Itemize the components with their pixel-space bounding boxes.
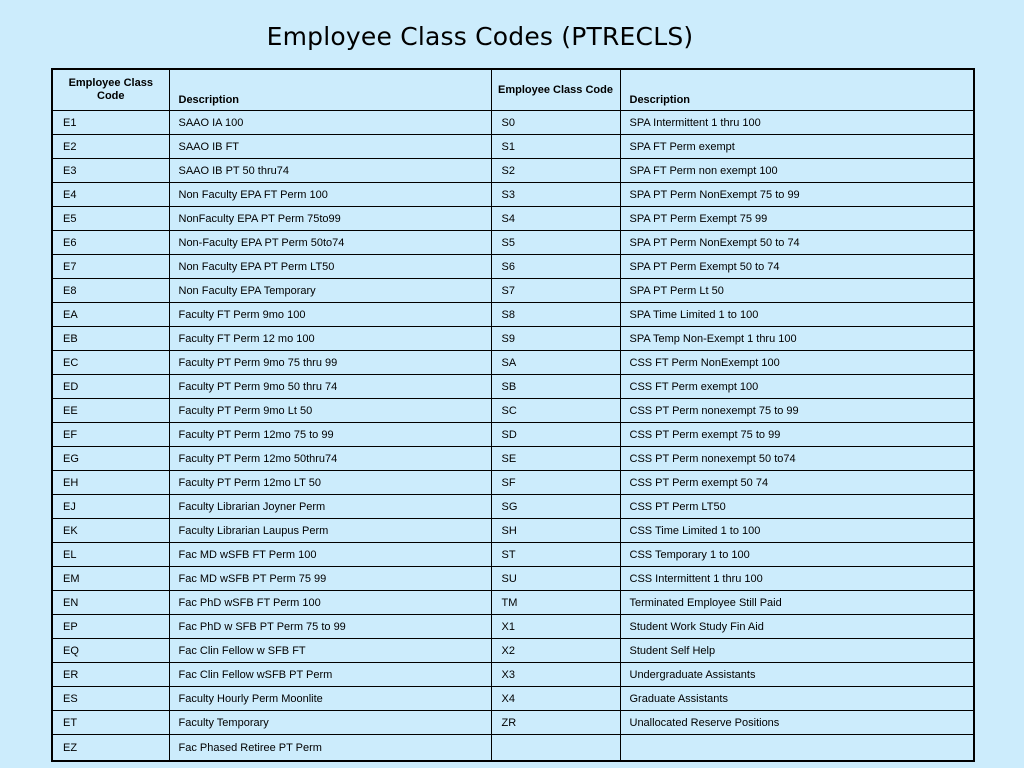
right-code-cell: SG bbox=[491, 495, 620, 519]
right-description-cell: SPA PT Perm Exempt 50 to 74 bbox=[620, 255, 974, 279]
right-code-cell: ZR bbox=[491, 711, 620, 735]
left-description-cell: Faculty Librarian Laupus Perm bbox=[169, 519, 491, 543]
table-row bbox=[52, 159, 974, 183]
table-row bbox=[52, 183, 974, 207]
left-description-cell: SAAO IB FT bbox=[169, 135, 491, 159]
left-code-cell: ES bbox=[52, 687, 169, 711]
right-code-cell: S5 bbox=[491, 231, 620, 255]
right-code-cell: S0 bbox=[491, 111, 620, 135]
right-description-cell: Undergraduate Assistants bbox=[620, 663, 974, 687]
right-code-cell: SB bbox=[491, 375, 620, 399]
table-row bbox=[52, 495, 974, 519]
left-description-cell: Faculty Hourly Perm Moonlite bbox=[169, 687, 491, 711]
right-description-cell: Terminated Employee Still Paid bbox=[620, 591, 974, 615]
left-description-cell: SAAO IA 100 bbox=[169, 111, 491, 135]
right-code-cell: TM bbox=[491, 591, 620, 615]
table-row bbox=[52, 711, 974, 735]
right-code-cell: SE bbox=[491, 447, 620, 471]
table-row bbox=[52, 687, 974, 711]
table-row bbox=[52, 399, 974, 423]
left-code-cell: EE bbox=[52, 399, 169, 423]
left-code-cell: EF bbox=[52, 423, 169, 447]
table-row bbox=[52, 471, 974, 495]
left-code-cell: EG bbox=[52, 447, 169, 471]
right-description-cell bbox=[620, 735, 974, 762]
table-row bbox=[52, 519, 974, 543]
right-description-cell: CSS FT Perm NonExempt 100 bbox=[620, 351, 974, 375]
table-row bbox=[52, 111, 974, 135]
left-description-cell: Faculty PT Perm 12mo 50thru74 bbox=[169, 447, 491, 471]
table-row bbox=[52, 615, 974, 639]
left-description-cell: Fac MD wSFB PT Perm 75 99 bbox=[169, 567, 491, 591]
right-code-cell: SH bbox=[491, 519, 620, 543]
table-row bbox=[52, 327, 974, 351]
right-description-cell: CSS PT Perm exempt 50 74 bbox=[620, 471, 974, 495]
right-description-cell: Graduate Assistants bbox=[620, 687, 974, 711]
table-row bbox=[52, 735, 974, 762]
right-description-cell: SPA PT Perm NonExempt 75 to 99 bbox=[620, 183, 974, 207]
right-description-cell: Student Self Help bbox=[620, 639, 974, 663]
left-code-cell: EM bbox=[52, 567, 169, 591]
right-description-cell: SPA FT Perm exempt bbox=[620, 135, 974, 159]
right-description-cell: CSS Temporary 1 to 100 bbox=[620, 543, 974, 567]
table-row bbox=[52, 543, 974, 567]
left-code-cell: E8 bbox=[52, 279, 169, 303]
right-code-cell: ST bbox=[491, 543, 620, 567]
table-row bbox=[52, 303, 974, 327]
right-description-cell: CSS PT Perm nonexempt 50 to74 bbox=[620, 447, 974, 471]
right-description-cell: SPA FT Perm non exempt 100 bbox=[620, 159, 974, 183]
right-description-cell: SPA Intermittent 1 thru 100 bbox=[620, 111, 974, 135]
left-description-cell: Non Faculty EPA FT Perm 100 bbox=[169, 183, 491, 207]
left-description-cell: Faculty PT Perm 12mo 75 to 99 bbox=[169, 423, 491, 447]
right-code-cell bbox=[491, 735, 620, 762]
left-code-cell: EJ bbox=[52, 495, 169, 519]
left-code-cell: E4 bbox=[52, 183, 169, 207]
left-description-cell: SAAO IB PT 50 thru74 bbox=[169, 159, 491, 183]
right-code-cell: SF bbox=[491, 471, 620, 495]
table-row bbox=[52, 447, 974, 471]
left-code-cell: EA bbox=[52, 303, 169, 327]
left-code-cell: E3 bbox=[52, 159, 169, 183]
right-description-cell: SPA Temp Non-Exempt 1 thru 100 bbox=[620, 327, 974, 351]
right-description-cell: CSS PT Perm LT50 bbox=[620, 495, 974, 519]
left-code-cell: EC bbox=[52, 351, 169, 375]
right-code-cell: X1 bbox=[491, 615, 620, 639]
table-row bbox=[52, 231, 974, 255]
left-description-cell: Non Faculty EPA Temporary bbox=[169, 279, 491, 303]
table-row bbox=[52, 567, 974, 591]
left-code-cell: EN bbox=[52, 591, 169, 615]
header-left-code: Employee Class Code bbox=[52, 69, 169, 111]
table-body bbox=[52, 111, 974, 762]
right-description-cell: Unallocated Reserve Positions bbox=[620, 711, 974, 735]
right-code-cell: SU bbox=[491, 567, 620, 591]
right-description-cell: SPA PT Perm Exempt 75 99 bbox=[620, 207, 974, 231]
left-code-cell: EQ bbox=[52, 639, 169, 663]
left-description-cell: Fac Phased Retiree PT Perm bbox=[169, 735, 491, 762]
right-code-cell: S2 bbox=[491, 159, 620, 183]
right-code-cell: X3 bbox=[491, 663, 620, 687]
left-description-cell: Fac Clin Fellow w SFB FT bbox=[169, 639, 491, 663]
table-row bbox=[52, 423, 974, 447]
header-right-description: Description bbox=[620, 69, 974, 111]
right-code-cell: X4 bbox=[491, 687, 620, 711]
left-code-cell: ED bbox=[52, 375, 169, 399]
table-row bbox=[52, 639, 974, 663]
right-code-cell: S4 bbox=[491, 207, 620, 231]
table-row bbox=[52, 135, 974, 159]
right-code-cell: S1 bbox=[491, 135, 620, 159]
left-description-cell: Non-Faculty EPA PT Perm 50to74 bbox=[169, 231, 491, 255]
table-row bbox=[52, 279, 974, 303]
right-description-cell: Student Work Study Fin Aid bbox=[620, 615, 974, 639]
left-code-cell: EH bbox=[52, 471, 169, 495]
left-description-cell: Faculty PT Perm 9mo 50 thru 74 bbox=[169, 375, 491, 399]
left-code-cell: E7 bbox=[52, 255, 169, 279]
right-code-cell: SD bbox=[491, 423, 620, 447]
left-description-cell: Faculty Librarian Joyner Perm bbox=[169, 495, 491, 519]
header-left-description: Description bbox=[169, 69, 491, 111]
left-code-cell: ER bbox=[52, 663, 169, 687]
left-code-cell: E5 bbox=[52, 207, 169, 231]
right-description-cell: CSS PT Perm exempt 75 to 99 bbox=[620, 423, 974, 447]
table-row bbox=[52, 663, 974, 687]
right-description-cell: SPA PT Perm NonExempt 50 to 74 bbox=[620, 231, 974, 255]
right-code-cell: S7 bbox=[491, 279, 620, 303]
left-description-cell: Faculty FT Perm 12 mo 100 bbox=[169, 327, 491, 351]
table-header-row bbox=[52, 69, 974, 111]
left-description-cell: Faculty PT Perm 9mo 75 thru 99 bbox=[169, 351, 491, 375]
left-description-cell: Faculty FT Perm 9mo 100 bbox=[169, 303, 491, 327]
right-description-cell: CSS FT Perm exempt 100 bbox=[620, 375, 974, 399]
right-code-cell: SC bbox=[491, 399, 620, 423]
left-code-cell: E1 bbox=[52, 111, 169, 135]
left-description-cell: Fac PhD w SFB PT Perm 75 to 99 bbox=[169, 615, 491, 639]
left-code-cell: ET bbox=[52, 711, 169, 735]
left-description-cell: Faculty PT Perm 12mo LT 50 bbox=[169, 471, 491, 495]
table-row bbox=[52, 351, 974, 375]
left-code-cell: EP bbox=[52, 615, 169, 639]
left-code-cell: E2 bbox=[52, 135, 169, 159]
left-description-cell: Fac PhD wSFB FT Perm 100 bbox=[169, 591, 491, 615]
right-description-cell: CSS PT Perm nonexempt 75 to 99 bbox=[620, 399, 974, 423]
left-description-cell: Faculty PT Perm 9mo Lt 50 bbox=[169, 399, 491, 423]
left-code-cell: EK bbox=[52, 519, 169, 543]
header-right-code: Employee Class Code bbox=[491, 69, 620, 111]
table-row bbox=[52, 255, 974, 279]
right-description-cell: CSS Time Limited 1 to 100 bbox=[620, 519, 974, 543]
right-description-cell: SPA PT Perm Lt 50 bbox=[620, 279, 974, 303]
right-code-cell: S9 bbox=[491, 327, 620, 351]
right-code-cell: SA bbox=[491, 351, 620, 375]
right-code-cell: X2 bbox=[491, 639, 620, 663]
right-code-cell: S8 bbox=[491, 303, 620, 327]
left-description-cell: NonFaculty EPA PT Perm 75to99 bbox=[169, 207, 491, 231]
left-description-cell: Non Faculty EPA PT Perm LT50 bbox=[169, 255, 491, 279]
right-code-cell: S6 bbox=[491, 255, 620, 279]
employee-class-codes-table bbox=[51, 68, 975, 762]
table-row bbox=[52, 207, 974, 231]
right-description-cell: SPA Time Limited 1 to 100 bbox=[620, 303, 974, 327]
right-description-cell: CSS Intermittent 1 thru 100 bbox=[620, 567, 974, 591]
page-title: Employee Class Codes (PTRECLS) bbox=[266, 22, 694, 51]
left-code-cell: EB bbox=[52, 327, 169, 351]
table-row bbox=[52, 591, 974, 615]
left-code-cell: E6 bbox=[52, 231, 169, 255]
left-description-cell: Faculty Temporary bbox=[169, 711, 491, 735]
table-row bbox=[52, 375, 974, 399]
left-description-cell: Fac Clin Fellow wSFB PT Perm bbox=[169, 663, 491, 687]
left-code-cell: EL bbox=[52, 543, 169, 567]
left-code-cell: EZ bbox=[52, 735, 169, 762]
right-code-cell: S3 bbox=[491, 183, 620, 207]
left-description-cell: Fac MD wSFB FT Perm 100 bbox=[169, 543, 491, 567]
